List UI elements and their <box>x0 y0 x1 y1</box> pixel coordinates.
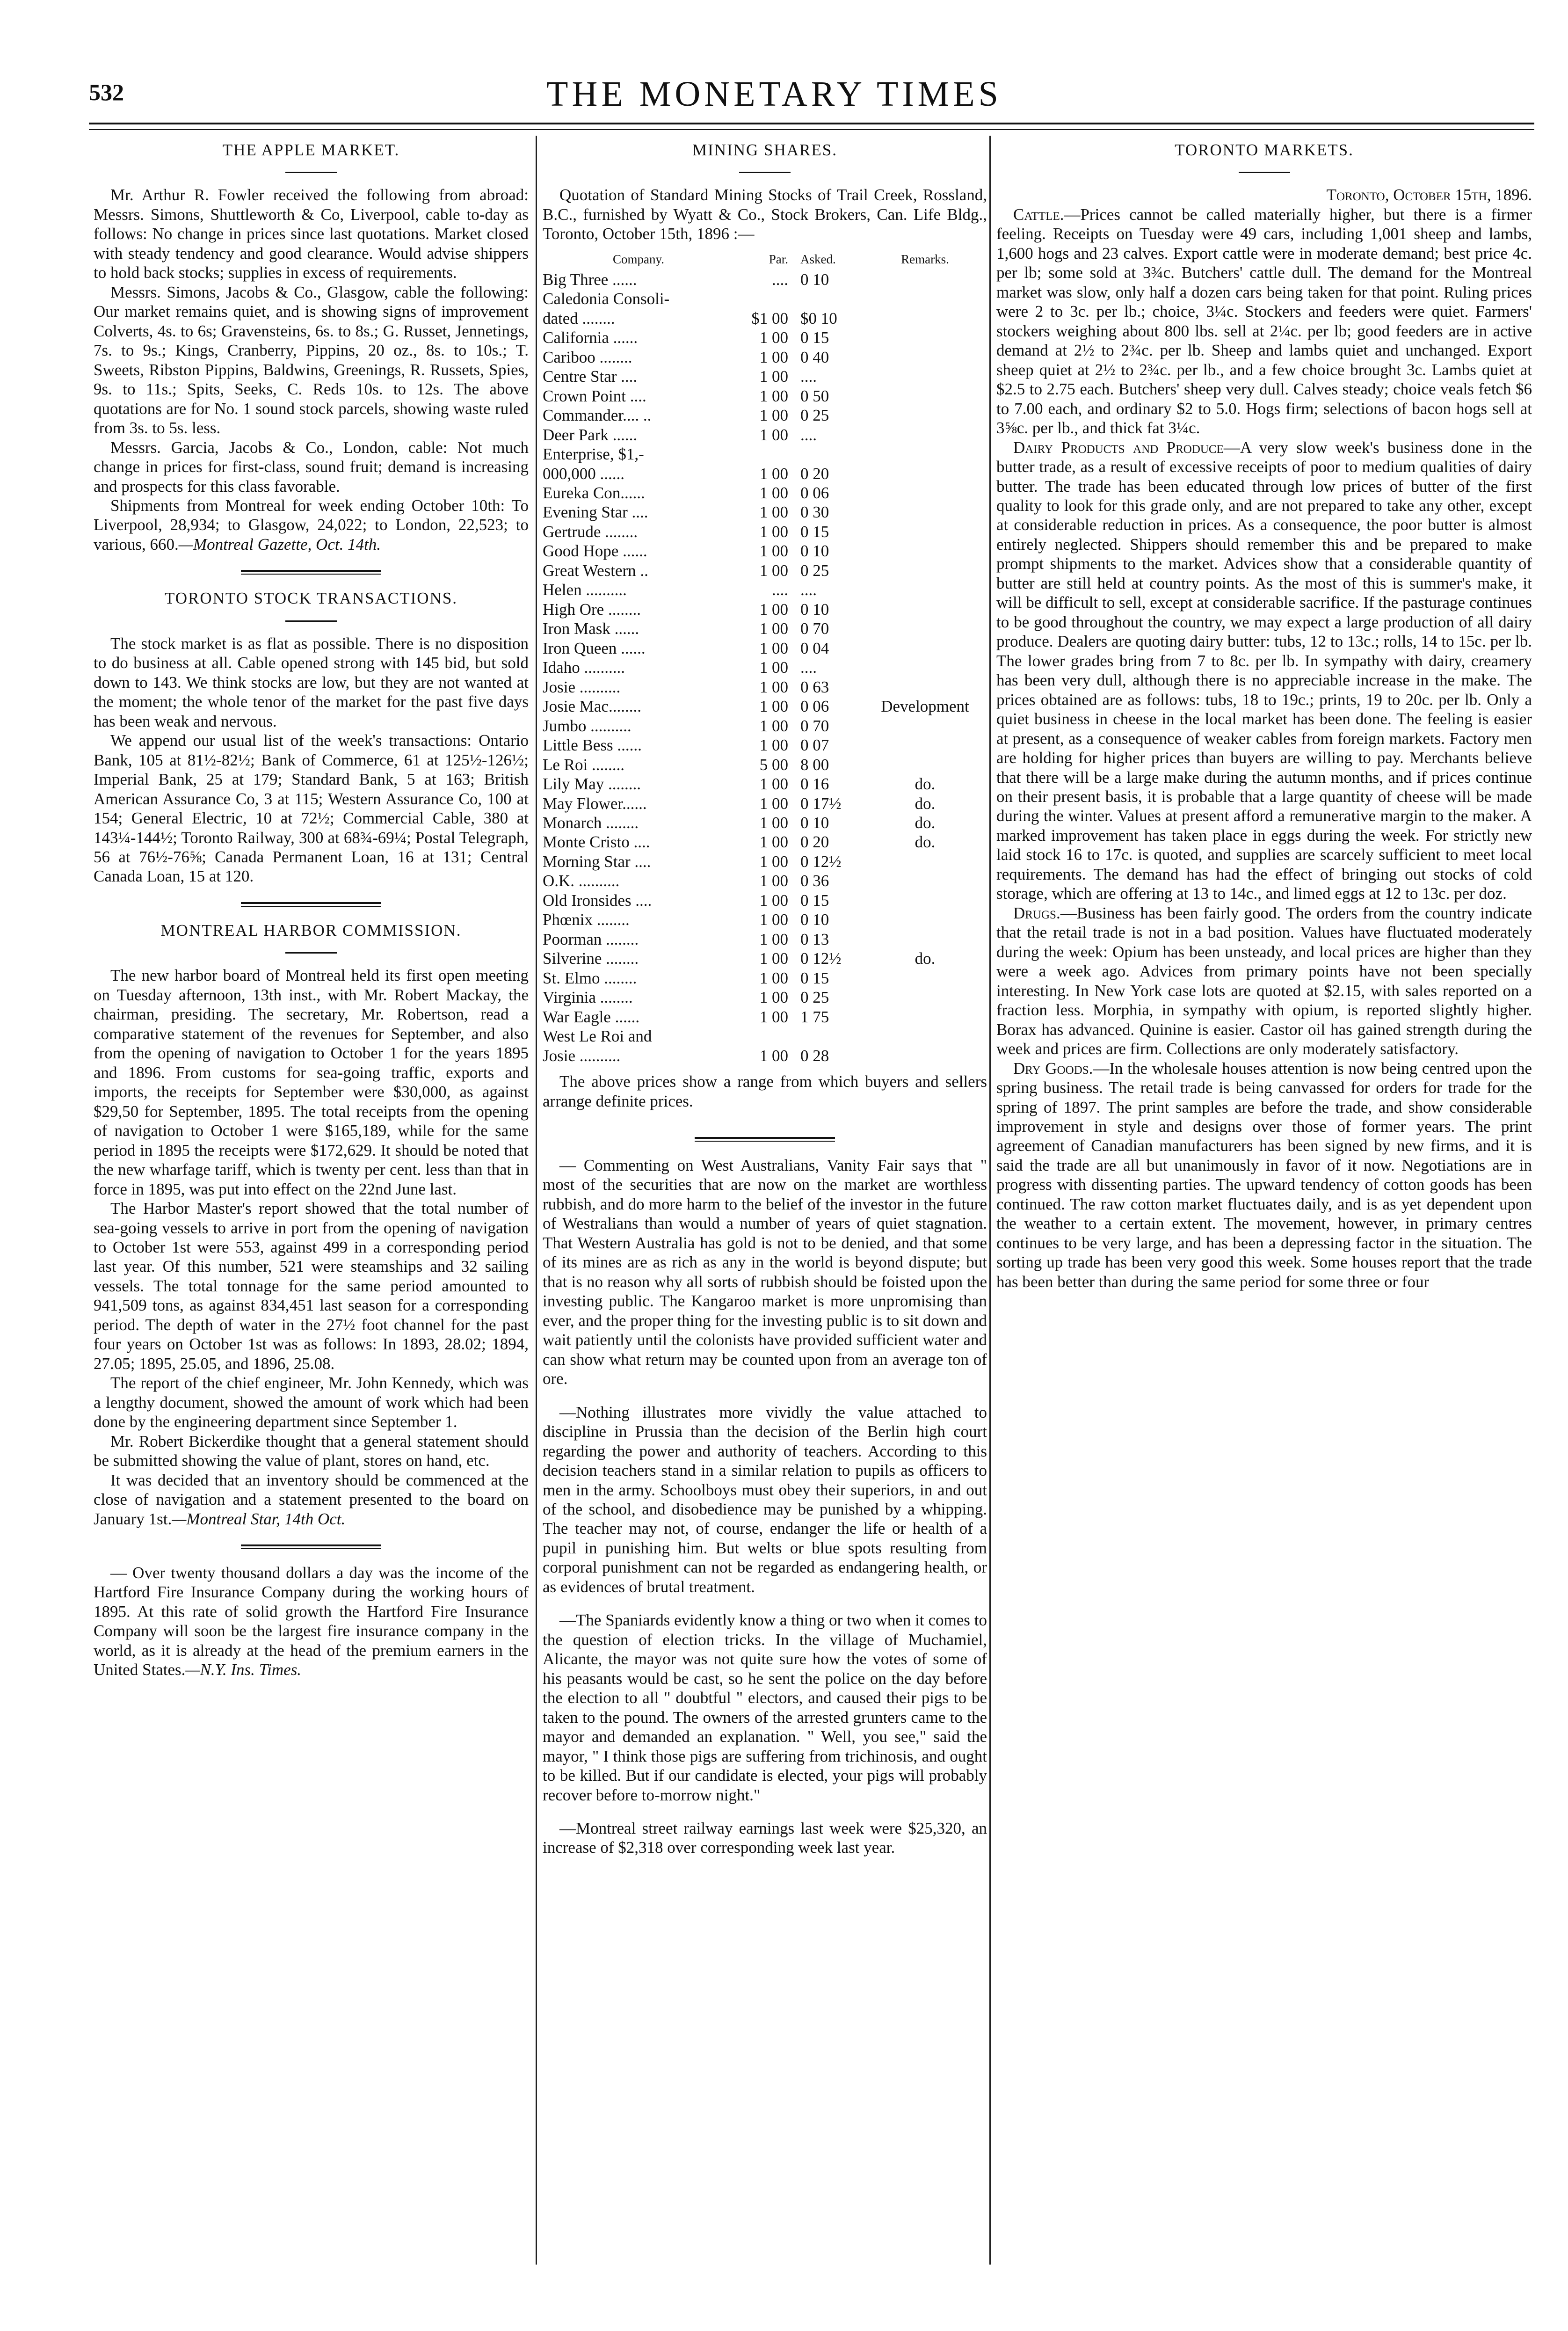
cell-par: 1 00 <box>759 639 788 657</box>
cell-par: 1 00 <box>759 833 788 852</box>
short-rule <box>739 172 791 173</box>
cell-remarks <box>863 871 987 890</box>
table-row <box>543 600 987 619</box>
cell-asked: 0 30 <box>800 503 829 522</box>
table-row <box>543 910 987 929</box>
short-rule <box>285 620 337 622</box>
cell-company: High Ore ........ <box>543 600 641 619</box>
column-header-asked: Asked. <box>800 252 836 266</box>
paragraph: — Commenting on West Australians, Vanity Fair says that " most of the securities that are now on the market are worthless rubbish, and do more harm to the belief of the investor in the future of Westralians than would a number of years of quiet stagnation. That Western Australia has gold is not to be denied, and that some of its mines are as rich as any in the world is beyond dispute; but that is no reason why all sorts of rubbish should be foisted upon the investing public. The Kangaroo market is more unpromising than ever, and the proper thing for the investing public is to sit down and wait patiently until the colonists have provided sufficient water and can show what return may be counted upon from an average ton of ore. <box>543 1156 987 1388</box>
cell-par: 1 00 <box>759 911 788 929</box>
cell-remarks <box>863 503 987 522</box>
cell-remarks <box>863 406 987 425</box>
cell-remarks <box>863 522 987 541</box>
cell-company: Evening Star .... <box>543 503 648 522</box>
cell-company: Caledonia Consoli- <box>543 290 670 308</box>
cell-asked <box>793 1027 863 1046</box>
cell-par: 1 00 <box>759 677 788 696</box>
table-row <box>543 444 987 464</box>
column-left <box>94 140 529 1680</box>
cell-remarks <box>863 1007 987 1027</box>
cell-company: Phœnix ........ <box>543 911 630 929</box>
cell-asked: 0 10 <box>800 813 829 832</box>
table-row <box>543 1027 987 1046</box>
paragraph: The report of the chief engineer, Mr. John Kennedy, which was a lengthy document, showed the amount of work which had been done by the engineering department since September 1. <box>94 1374 529 1431</box>
cell-remarks <box>863 289 987 308</box>
table-row <box>543 522 987 541</box>
section-divider <box>695 1137 835 1142</box>
cell-remarks <box>863 367 987 386</box>
cell-asked: 0 12½ <box>800 949 842 968</box>
section-heading: MINING SHARES. <box>692 141 837 159</box>
table-row <box>543 1007 987 1027</box>
cell-par: 1 00 <box>759 503 788 522</box>
table-row <box>543 580 987 599</box>
cell-remarks <box>863 1027 987 1046</box>
cell-par: 1 00 <box>759 542 788 561</box>
cell-par: 1 00 <box>759 658 788 677</box>
table-row <box>543 348 987 367</box>
paragraph: The stock market is as flat as possible. There is no disposition to do business at all. Cable opened strong with 145 bid, but sold down to 143. We think stocks are low, but they are not wanted at the moment; the whole tenor of the market for the past five days has been weak and nervous. <box>94 634 529 730</box>
section-heading: TORONTO MARKETS. <box>1175 141 1354 159</box>
cell-company: Josie .......... <box>543 1046 621 1065</box>
cell-remarks <box>863 716 987 736</box>
cell-remarks <box>863 328 987 347</box>
cell-par: 1 00 <box>759 852 788 871</box>
cell-company: West Le Roi and <box>543 1027 652 1046</box>
cell-remarks <box>863 852 987 871</box>
paragraph: The new harbor board of Montreal held its first open meeting on Tuesday afternoon, 13th inst., with Mr. Robert Mackay, the chairman, presiding. The secretary, Mr. Robertson, read a comparative statement of the revenues for September, and also from the opening of navigation to October 1 for the years 1895 and 1896. From customs for sea-going traffic, exports and imports, the receipts for September were $30,000, as against $29,50 for September, 1895. The total receipts from the opening of navigation to October 1 were $165,189, while for the same period in 1895 the receipts were $172,629. It should be noted that the new wharfage tariff, which is twenty per cent. less than that in force in 1895, was put into effect on the 22nd June last. <box>94 966 529 1198</box>
paragraph: Mr. Robert Bickerdike thought that a general statement should be submitted showing the value of plant, stores on hand, etc. <box>94 1432 529 1470</box>
cell-par: 5 00 <box>759 755 788 774</box>
cell-remarks <box>863 386 987 406</box>
cell-company: Idaho .......... <box>543 658 625 677</box>
short-rule <box>285 952 337 954</box>
cell-par: 1 00 <box>759 697 788 716</box>
cell-remarks <box>863 425 987 444</box>
cell-company: Great Western .. <box>543 561 648 580</box>
cell-company: Centre Star .... <box>543 367 638 386</box>
table-row <box>543 289 987 308</box>
cell-remarks <box>863 910 987 929</box>
cell-asked: 0 25 <box>800 561 829 580</box>
cell-asked <box>793 289 863 308</box>
cell-company: Helen .......... <box>543 581 627 599</box>
table-row <box>543 988 987 1007</box>
cell-company: War Eagle ...... <box>543 1007 640 1026</box>
mining-shares-table <box>543 252 987 1065</box>
cell-asked: 8 00 <box>800 755 829 774</box>
cell-company: Jumbo .......... <box>543 716 632 735</box>
cell-asked: 0 17½ <box>800 794 842 813</box>
table-row <box>543 1046 987 1065</box>
cell-company: California ...... <box>543 328 638 347</box>
cell-par: 1 00 <box>759 522 788 541</box>
cell-asked: 1 75 <box>800 1007 829 1026</box>
paragraph <box>996 438 1532 903</box>
cell-par: .... <box>772 270 788 289</box>
column-header-par: Par. <box>769 252 788 266</box>
table-row <box>543 774 987 794</box>
cell-company: Lily May ........ <box>543 775 641 794</box>
table-row <box>543 561 987 580</box>
cell-company: May Flower...... <box>543 794 647 813</box>
spacer <box>543 1065 987 1072</box>
cell-company: Josie Mac........ <box>543 697 641 716</box>
cell-par: 1 00 <box>759 1007 788 1026</box>
cell-remarks <box>863 677 987 697</box>
cell-asked: 0 10 <box>800 600 829 619</box>
cell-company: Eureka Con...... <box>543 484 645 503</box>
cell-par: $1 00 <box>751 309 788 328</box>
column-header-company: Company. <box>613 252 664 266</box>
cell-par: 1 00 <box>759 619 788 638</box>
table-row <box>543 930 987 949</box>
table-row <box>543 658 987 677</box>
cell-par: 1 00 <box>759 813 788 832</box>
paragraph <box>996 903 1532 1059</box>
paragraph-lead: Drugs. <box>1013 903 1060 922</box>
cell-company: Josie .......... <box>543 677 621 696</box>
table-row <box>543 871 987 890</box>
cell-par <box>734 289 793 308</box>
cell-company: Iron Queen ...... <box>543 639 646 657</box>
table-row <box>543 639 987 658</box>
short-rule <box>1239 172 1290 173</box>
cell-remarks <box>863 639 987 658</box>
paragraph-text: —Business has been fairly good. The orders from the country indicate that the retail trade is not in a bad position. Values have fluctuated moderately during the week: Opium has been unsteady, and local prices are higher than they were a week ago. Advices from primary points have not been specially interesting. In New York case lots are quoted at $2.15, with sales reported on a fraction less. Morphia, in sympathy with opium, is reported slightly higher. Borax has advanced. Quinine is easier. Castor oil has gained strength during the week and prices are firm. Collections are only moderately satisfactory. <box>996 903 1532 1058</box>
cell-asked: 0 70 <box>800 619 829 638</box>
table-header-row <box>543 252 987 270</box>
cell-remarks <box>863 658 987 677</box>
cell-asked: 0 06 <box>800 484 829 503</box>
cell-par: 1 00 <box>759 736 788 755</box>
cell-par: 1 00 <box>759 348 788 366</box>
table-row <box>543 406 987 425</box>
short-rule <box>285 172 337 173</box>
cell-company: Crown Point .... <box>543 386 646 405</box>
table-row <box>543 503 987 522</box>
table-row <box>543 619 987 638</box>
table-row <box>543 367 987 386</box>
paragraph: We append our usual list of the week's transactions: Ontario Bank, 105 at 81½-82½; Bank of Commerce, 61 at 125½-126½; Imperial Bank, 25 at 179; Standard Bank, 5 at 163; British American Assurance Co, 3 at 115; Western Assurance Co, 100 at 154; General Electric, 10 at 72½; Commercial Cable, 380 at 143¼-144½; Toronto Railway, 300 at 68¾-69¼; Postal Telegraph, 56 at 76½-76⅝; Canada Permanent Loan, 16 at 131; Central Canada Loan, 15 at 120. <box>94 731 529 886</box>
table-row <box>543 425 987 444</box>
cell-par: 1 00 <box>759 872 788 890</box>
cell-asked: 0 28 <box>800 1046 829 1065</box>
cell-asked: 0 40 <box>800 348 829 366</box>
section-divider <box>241 1544 381 1549</box>
cell-par <box>734 1027 793 1046</box>
table-row <box>543 813 987 832</box>
cell-par: 1 00 <box>759 930 788 948</box>
header-rule-thin <box>89 129 1534 130</box>
paragraph-text: —Prices cannot be called materially higher, but there is a firmer feeling. Receipts on Tuesday were 49 cars, including 1,001 sheep and lambs, 1,600 hogs and 23 calves. Export cattle were in moderate demand; best price 4c. per lb; some sold at 3¾c. Butchers' cattle dull. The demand for the Montreal market was slow, only half a dozen cars being taken for that point. Ruling prices were 2 to 3c. per lb.; choice, 3¼c. Stockers and feeders were quiet. Farmers' stockers weighing about 800 lbs. sell at 2¼c. per lb; good feeders are in active demand at 2½ to 2¾c. per lb. Sheep and lambs quiet and unchanged. Export sheep quiet at 2½ to 2¾c. per lb., and a few choice brought 3c. Lambs quiet at $2.5 to 2.75 each. Butchers' sheep very dull. Calves steady; choice veals fetch $6 to 7.00 each, and ordinary $2 to 5.0. Hogs firm; selections of bacon hogs sell at 3⅝c. per lb., and thick fat 3¼c. <box>996 205 1532 437</box>
cell-asked: 0 25 <box>800 406 829 425</box>
cell-company: Deer Park ...... <box>543 425 638 444</box>
cell-par: 1 00 <box>759 716 788 735</box>
cell-company: Morning Star .... <box>543 852 651 871</box>
cell-par: 1 00 <box>759 386 788 405</box>
paragraph: The Harbor Master's report showed that the total number of sea-going vessels to arrive in port from the opening of navigation to October 1st were 553, against 499 in a corresponding period last year. Of this number, 521 were steamships and 32 sailing vessels. The total tonnage for the same period amounted to 941,509 tons, as against 834,451 last season for a corresponding period. The depth of water in the 27½ foot channel for the past four years on October 1st was as follows: In 1893, 28.02; 1894, 27.05; 1895, 25.05, and 1896, 25.08. <box>94 1199 529 1373</box>
table-row <box>543 677 987 697</box>
cell-remarks: Development <box>881 697 969 716</box>
cell-par: 1 00 <box>759 367 788 386</box>
paragraph <box>94 1563 529 1680</box>
spacer <box>543 1389 987 1403</box>
cell-asked: .... <box>800 658 817 677</box>
paragraph-lead: Cattle. <box>1013 205 1064 224</box>
cell-company: Le Roi ........ <box>543 755 624 774</box>
paragraph: Messrs. Simons, Jacobs & Co., Glasgow, cable the following: Our market remains quiet, and is showing signs of improvement Colverts, 4s. to 6s; Gravensteins, 6s. to 8s.; G. Russet, Jennetings, 7s. to 9s.; Kings, Cranberry, Pippins, 20 oz., 8s. to 10s.; T. Sweets, Ribston Pippins, Baldwins, Greenings, R. Russets, Spies, 9s. to 11s.; Spits, Seeks, C. Reds 10s. to 12s. The above quotations are for No. 1 sound stock parcels, showing waste ruled from 3s. to 5s. less. <box>94 283 529 437</box>
cell-par: 1 00 <box>759 1046 788 1065</box>
cell-asked: 0 36 <box>800 872 829 890</box>
section-heading: TORONTO STOCK TRANSACTIONS. <box>164 589 458 608</box>
paragraph-lead: Dry Goods. <box>1013 1059 1093 1078</box>
cell-par: 1 00 <box>759 406 788 425</box>
cell-asked: 0 16 <box>800 775 829 794</box>
cell-par: 1 00 <box>759 600 788 619</box>
cell-company: 000,000 ...... <box>543 464 624 483</box>
cell-company: Enterprise, $1,- <box>543 445 644 464</box>
paragraph <box>996 1059 1532 1292</box>
cell-par: 1 00 <box>759 561 788 580</box>
cell-remarks <box>863 309 987 328</box>
cell-company: Iron Mask ...... <box>543 619 639 638</box>
column-divider <box>989 136 991 2265</box>
cell-asked: 0 63 <box>800 677 829 696</box>
cell-remarks <box>863 930 987 949</box>
section-divider <box>241 570 381 575</box>
cell-remarks <box>863 483 987 503</box>
section-divider <box>241 902 381 907</box>
cell-company: Cariboo ........ <box>543 348 632 366</box>
table-row <box>543 309 987 328</box>
cell-par: .... <box>772 581 788 599</box>
cell-asked: 0 15 <box>800 328 829 347</box>
cell-remarks <box>863 755 987 774</box>
source-credit: —N.Y. Ins. Times. <box>185 1661 302 1679</box>
cell-company: St. Elmo ........ <box>543 969 637 987</box>
cell-asked: 0 15 <box>800 891 829 910</box>
section-heading: MONTREAL HARBOR COMMISSION. <box>160 921 462 940</box>
section-heading: THE APPLE MARKET. <box>222 141 400 159</box>
cell-remarks <box>863 619 987 638</box>
dateline: Toronto, October 15th, 1896. <box>1326 186 1532 204</box>
paragraph-text: —A very slow week's business done in the butter trade, as a result of excessive receipts of poor to medium qualities of dairy butter. The trade has been educated through low prices of butter of the first quality to look for this grade only, and are not prepared to take any other, except at considerable reduction in prices. As a consequence, the poor butter is almost entirely neglected. Shippers should remember this and be prepared to make prompt shipments to the market. Advices show that a considerable quantity of butter are still held at country points. As the most of this is summer's make, it will be difficult to sell, except at considerable sacrifice. If the pasturage continues to be good throughout the country, we may expect a large production of all dairy produce. Dealers are quoting dairy butter: tubs, 12 to 13c.; rolls, 14 to 15c. per lb. The lower grades bring from 7 to 8c. per lb. In sympathy with dairy, creamery has been very dull, although there is no appreciable increase in the make. The prices obtained are as follows: tubs, 18 to 19c.; prints, 19 to 20c. per lb. Only a quiet business in cheese in the local market has been done. The feeling is easier at present, as a consequence of weaker cables from foreign markets. Factory men are holding for higher prices than buyers are willing to pay. Merchants believe that there will be a large make during the autumn months, and if prices continue on their present basis, it is probable that a large quantity of cheese will be made during the winter. Values at present afford a remunerative margin to the maker. A marked improvement has taken place in eggs during the week. For strictly new laid stock 16 to 17c. is quoted, and supplies are scarcely sufficient to meet local requirements. The demand has had the effect of bringing out stocks of cold storage, which are offering at 13 to 14c., and limed eggs at 12 to 13c. per doz. <box>996 438 1532 903</box>
paragraph: The above prices show a range from which buyers and sellers arrange definite prices. <box>543 1072 987 1110</box>
masthead-title: THE MONETARY TIMES <box>546 74 1002 114</box>
table-row <box>543 483 987 503</box>
cell-par: 1 00 <box>759 464 788 483</box>
paragraph-text: It was decided that an inventory should be commenced at the close of navigation and a statement presented to the board on January 1st. <box>94 1471 529 1528</box>
cell-par: 1 00 <box>759 969 788 987</box>
paragraph-text: Shipments from Montreal for week ending October 10th: To Liverpool, 28,934; to Glasgow, 24,022; to London, 22,523; to various, 660. <box>94 496 529 554</box>
table-row <box>543 386 987 406</box>
cell-asked: 0 10 <box>800 542 829 561</box>
cell-remarks <box>863 580 987 599</box>
paragraph: —Montreal street railway earnings last week were $25,320, an increase of $2,318 over corresponding week last year. <box>543 1819 987 1857</box>
table-row <box>543 794 987 813</box>
paragraph <box>94 1471 529 1529</box>
cell-remarks <box>863 969 987 988</box>
column-header-remarks: Remarks. <box>901 252 949 266</box>
cell-asked: 0 20 <box>800 464 829 483</box>
page-number: 532 <box>89 79 124 105</box>
cell-asked: .... <box>800 367 817 386</box>
paragraph: —The Spaniards evidently know a thing or two when it comes to the question of election tricks. In the village of Muchamiel, Alicante, the mayor was not quite sure how the votes of some of his peasants would be cast, so he sent the police on the day before the election to all " doubtful " electors, and caused their pigs to be taken to the pound. The owners of the arrested grunters came to the mayor and demanded an explanation. " Well, you see," said the mayor, " I think those pigs are suffering from trichinosis, and ought to be killed. But if our candidate is elected, your pigs will probably recover before to-morrow night." <box>543 1611 987 1804</box>
cell-remarks: do. <box>915 794 936 813</box>
source-credit: —Montreal Gazette, Oct. 14th. <box>178 535 381 554</box>
cell-par: 1 00 <box>759 425 788 444</box>
cell-remarks <box>863 988 987 1007</box>
cell-remarks <box>863 464 987 483</box>
cell-asked: 0 10 <box>800 270 829 289</box>
cell-remarks <box>863 600 987 619</box>
cell-par <box>734 444 793 464</box>
table-row <box>543 270 987 289</box>
table-row <box>543 541 987 561</box>
table-row <box>543 716 987 736</box>
cell-par: 1 00 <box>759 949 788 968</box>
cell-asked: 0 10 <box>800 911 829 929</box>
source-credit: —Montreal Star, 14th Oct. <box>172 1509 346 1528</box>
cell-asked: 0 15 <box>800 969 829 987</box>
cell-remarks: do. <box>915 813 936 832</box>
column-middle <box>543 140 987 1858</box>
cell-asked: 0 12½ <box>800 852 842 871</box>
table-body <box>543 270 987 1065</box>
cell-asked: 0 50 <box>800 386 829 405</box>
cell-company: Monte Cristo .... <box>543 833 650 852</box>
cell-remarks: do. <box>915 775 936 794</box>
cell-remarks: do. <box>915 833 936 852</box>
cell-remarks <box>863 541 987 561</box>
paragraph <box>996 205 1532 438</box>
cell-asked: 0 25 <box>800 988 829 1007</box>
cell-asked: .... <box>800 581 817 599</box>
cell-company: Little Bess ...... <box>543 736 642 755</box>
cell-par: 1 00 <box>759 775 788 794</box>
column-right <box>996 140 1532 1291</box>
table-row <box>543 736 987 755</box>
cell-remarks <box>863 561 987 580</box>
table-row <box>543 328 987 347</box>
cell-company: Poorman ........ <box>543 930 639 948</box>
cell-asked: 0 06 <box>800 697 829 716</box>
cell-company: Gertrude ........ <box>543 522 638 541</box>
header-rule <box>89 123 1534 124</box>
table-row <box>543 464 987 483</box>
cell-remarks <box>863 891 987 910</box>
table-row <box>543 832 987 852</box>
table-row <box>543 949 987 968</box>
cell-company: Big Three ...... <box>543 270 637 289</box>
cell-asked: 0 04 <box>800 639 829 657</box>
paragraph-lead: Dairy Products and Produce <box>1013 438 1224 457</box>
column-divider <box>536 136 537 2265</box>
paragraph-text: — Over twenty thousand dollars a day was the income of the Hartford Fire Insurance Company during the working hours of 1895. At this rate of solid growth the Hartford Fire Insurance Company will soon be the largest fire insurance company in the world, as it is already at the head of the premium earners in the United States. <box>94 1564 529 1679</box>
cell-asked: 0 15 <box>800 522 829 541</box>
cell-asked: 0 70 <box>800 716 829 735</box>
cell-asked <box>793 444 863 464</box>
table-row <box>543 755 987 774</box>
cell-company: Virginia ........ <box>543 988 633 1007</box>
cell-company: dated ........ <box>543 309 615 328</box>
paragraph: —Nothing illustrates more vividly the value attached to discipline in Prussia than the decision of the Berlin high court regarding the power and authority of teachers. According to this decision teachers stand in a similar relation to pupils as officers to men in the army. Schoolboys must obey their superiors, in and out of the school, and disobedience may be punished by a whipping. The teacher may not, of course, endanger the life or health of a pupil in punishing him. But welts or blue spots resulting from corporal punishment can not be regarded as endangering health, or as evidences of brutal treatment. <box>543 1403 987 1596</box>
cell-remarks <box>863 736 987 755</box>
cell-asked: $0 10 <box>800 309 837 328</box>
paragraph: Mr. Arthur R. Fowler received the following from abroad: Messrs. Simons, Shuttleworth & Co, Liverpool, cable to-day as follows: No change in prices since last quotations. Market closed with steady tendency and good clearance. Would advise shippers to hold back stocks; supplies in excess of requirements. <box>94 186 529 282</box>
cell-asked: .... <box>800 425 817 444</box>
cell-asked: 0 20 <box>800 833 829 852</box>
cell-asked: 0 13 <box>800 930 829 948</box>
spacer <box>543 1596 987 1610</box>
paragraph: Messrs. Garcia, Jacobs & Co., London, cable: Not much change in prices for first-class, sound fruit; demand is increasing and prospects for this class favorable. <box>94 438 529 495</box>
cell-par: 1 00 <box>759 988 788 1007</box>
cell-company: Good Hope ...... <box>543 542 647 561</box>
table-row <box>543 852 987 871</box>
paragraph <box>94 496 529 554</box>
cell-remarks: do. <box>915 949 936 968</box>
table-row <box>543 969 987 988</box>
spacer <box>543 244 987 252</box>
cell-company: Silverine ........ <box>543 949 639 968</box>
cell-remarks <box>863 444 987 464</box>
table-row <box>543 697 987 716</box>
table-row <box>543 891 987 910</box>
cell-par: 1 00 <box>759 328 788 347</box>
cell-company: Monarch ........ <box>543 813 639 832</box>
cell-remarks <box>863 270 987 289</box>
paragraph: Quotation of Standard Mining Stocks of Trail Creek, Rossland, B.C., furnished by Wyatt & Co., Stock Brokers, Can. Life Bldg., Toronto, October 15th, 1896 :— <box>543 186 987 243</box>
cell-remarks <box>863 1046 987 1065</box>
cell-par: 1 00 <box>759 484 788 503</box>
cell-asked: 0 07 <box>800 736 829 755</box>
cell-par: 1 00 <box>759 794 788 813</box>
cell-company: Commander.... .. <box>543 406 652 425</box>
cell-par: 1 00 <box>759 891 788 910</box>
cell-remarks <box>863 348 987 367</box>
paragraph-text: —In the wholesale houses attention is now being centred upon the spring business. The retail trade is being canvassed for orders for trade for the spring of 1897. The print samples are before the trade, and show considerable improvement in style and designs over those of former years. The print agreement of Canadian manufacturers has been signed by new firms, and it is said the trade are all but unanimously in favor of it now. Negotiations are in progress with dissenting parties. The upward tendency of cotton goods has been continued. The raw cotton market fluctuates daily, and is as yet dependent upon the weather to a certain extent. The movement, however, in primary centres continues to be very large, and has been a depressing factor in the situation. The sorting up trade has been very good this week. Some houses report that the trade has been better than during the same period for some three or four <box>996 1059 1532 1291</box>
cell-company: O.K. .......... <box>543 872 620 890</box>
spacer <box>543 1805 987 1819</box>
cell-company: Old Ironsides .... <box>543 891 652 910</box>
